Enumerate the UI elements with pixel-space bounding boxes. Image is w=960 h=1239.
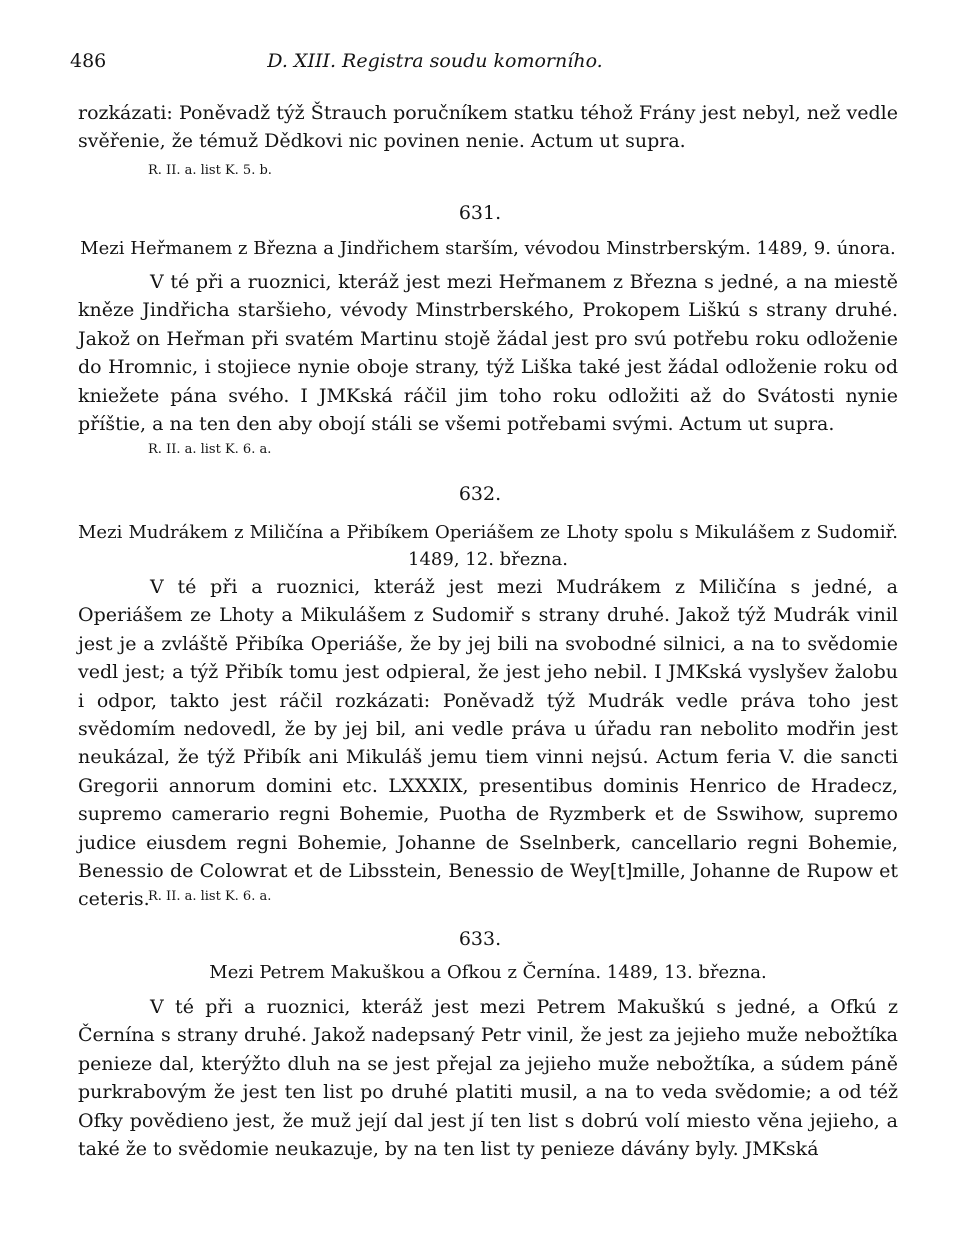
- entry-text-632: V té při a ruoznici, kteráž jest mezi Mudrákem z Miličína s jedné, a Operiášem ze Lhoty a Mikulášem z Sudomiř s strany druhé. Jakož týž Mudrák vinil jest je a zvláště Přibíka Operiáše, že by jej bili na svobodné silnici, a na to svědomie vedl jest; a týž Přibík tomu jest odpieral, že jest jeho nebil. I JMKská vyslyšev žalobu i odpor, takto jest ráčil rozkázati: Poněvadž týž Mudrák vedle práva toho jest svědomím nedovedl, že by jej bil, ani vedle práva u úřadu ran nebolito modřin jest neukázal, že týž Přibík ani Mikuláš jemu tiem vinni nejsú. Actum feria V. die sancti Gregorii annorum domini etc. LXXXIX, presentibus dominis Henrico de Hradecz, supremo camerario regni Bohemie, Puotha de Ryzmberk et de Sswihow, supremo judice eiusdem regni Bohemie, Johanne de Sselnberk, cancellario regni Bohemie, Benessio de Colowrat et de Libsstein, Benessio de Wey[t]mille, Johanne de Rupow et ceteris.: [78, 576, 898, 911]
- entry-text-631: V té při a ruoznici, kteráž jest mezi Heřmanem z Března s jedné, a na miestě kněze Jindřicha staršieho, vévody Minstrberského, Prokopem Liškú s strany druhé. Jakož on Heřman při svatém Martinu stojě žádal jest pro svú potřebu roku odloženie do Hromnic, i stojiece nynie oboje strany, týž Liška také jest žádal odloženie roku od kniežete pána svého. I JMKská ráčil jim toho roku odložiti až do Svátosti nynie příštie, a na ten den aby obojí stáli se všemi potřebami svými. Actum ut supra.: [78, 271, 898, 436]
- entry-text-633: V té při a ruoznici, kteráž jest mezi Petrem Makuškú s jedné, a Ofkú z Černína s strany druhé. Jakož nadepsaný Petr vinil, že jest za jejieho muže nebožtíka penieze dal, kterýžto dluh na se jest přejal za jejieho muže nebožtíka, a súdem páně purkrabovým že jest ten list po druhé platiti musil, a na to veda svědomie; a od též Ofky povědieno jest, že muž její dal jest jí ten list s dobrú volí miesto věna jejieho, a také že to svědomie neukazuje, by na ten list ty penieze dávány byly. JMKská: [78, 996, 898, 1161]
- page-number: 486: [70, 50, 107, 72]
- entry-number-632: 632.: [458, 483, 502, 505]
- archive-reference: R. II. a. list K. 6. a.: [148, 442, 272, 457]
- paragraph-continuation: rozkázati: Poněvadž týž Štrauch poručníkem statku téhož Frány jest nebyl, než vedle svěřenie, že témuž Dědkovi nic povinen nenie. Actum ut supra.: [78, 102, 898, 153]
- entry-heading-632-date: 1489, 12. března.: [408, 549, 568, 570]
- entry-heading-632-parties: Mezi Mudrákem z Miličína a Přibíkem Operiášem ze Lhoty spolu s Mikulášem z Sudomiř.: [78, 522, 898, 543]
- running-title: D. XIII. Registra soudu komorního.: [267, 50, 603, 72]
- entry-heading-633: Mezi Petrem Makuškou a Ofkou z Černína. 1489, 13. března.: [209, 962, 767, 983]
- entry-number-631: 631.: [458, 202, 502, 224]
- archive-reference: R. II. a. list K. 5. b.: [148, 163, 272, 178]
- running-header: [70, 50, 900, 74]
- entry-heading-632: [78, 519, 898, 573]
- entry-number-633: 633.: [458, 928, 502, 950]
- entry-heading-631: Mezi Heřmanem z Března a Jindřichem starším, vévodou Minstrberským. 1489, 9. února.: [80, 238, 896, 259]
- archive-reference: R. II. a. list K. 6. a.: [148, 889, 272, 904]
